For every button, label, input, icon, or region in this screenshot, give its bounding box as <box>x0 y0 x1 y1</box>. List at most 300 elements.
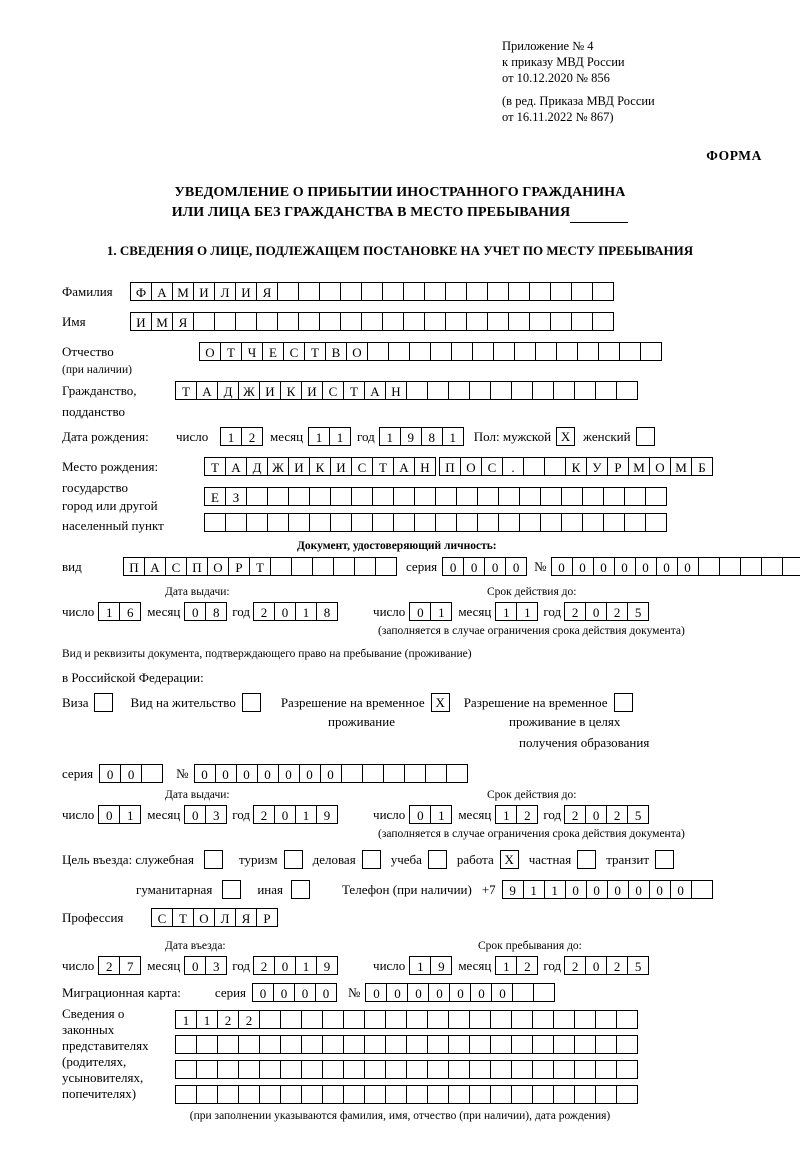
char-box[interactable]: 2 <box>606 956 628 975</box>
char-box[interactable] <box>280 1035 302 1054</box>
char-box[interactable]: 2 <box>238 1010 260 1029</box>
char-box[interactable] <box>351 487 373 506</box>
stay-issue-year-field[interactable] <box>253 805 337 824</box>
char-box[interactable] <box>456 487 478 506</box>
char-box[interactable]: К <box>565 457 587 476</box>
char-box[interactable]: 2 <box>241 427 263 446</box>
char-box[interactable] <box>362 764 384 783</box>
char-box[interactable] <box>427 381 449 400</box>
char-box[interactable] <box>319 312 341 331</box>
char-box[interactable]: Е <box>262 342 284 361</box>
surname-field[interactable] <box>130 282 613 301</box>
char-box[interactable]: 0 <box>294 983 316 1002</box>
char-box[interactable] <box>719 557 741 576</box>
char-box[interactable] <box>406 381 428 400</box>
char-box[interactable]: А <box>225 457 247 476</box>
char-box[interactable] <box>574 1060 596 1079</box>
char-box[interactable] <box>330 487 352 506</box>
char-box[interactable] <box>141 764 163 783</box>
char-box[interactable] <box>406 1060 428 1079</box>
char-box[interactable]: 0 <box>551 557 573 576</box>
char-box[interactable]: 0 <box>99 764 121 783</box>
char-box[interactable]: 1 <box>196 1010 218 1029</box>
char-box[interactable] <box>493 342 515 361</box>
char-box[interactable]: 0 <box>236 764 258 783</box>
char-box[interactable] <box>364 1010 386 1029</box>
char-box[interactable] <box>343 1060 365 1079</box>
char-box[interactable] <box>277 282 299 301</box>
valid-day-field[interactable] <box>409 602 451 621</box>
stay-series-field[interactable] <box>99 764 162 783</box>
char-box[interactable] <box>330 513 352 532</box>
name-field[interactable] <box>130 312 613 331</box>
char-box[interactable]: 5 <box>627 602 649 621</box>
char-box[interactable]: А <box>151 282 173 301</box>
birth-day-field[interactable] <box>220 427 262 446</box>
char-box[interactable]: 0 <box>299 764 321 783</box>
char-box[interactable]: Р <box>607 457 629 476</box>
char-box[interactable] <box>511 381 533 400</box>
stay-issue-month-field[interactable] <box>184 805 226 824</box>
char-box[interactable] <box>782 557 800 576</box>
char-box[interactable] <box>595 1060 617 1079</box>
char-box[interactable] <box>619 342 641 361</box>
temp-residence-checkbox[interactable]: X <box>431 693 450 712</box>
char-box[interactable] <box>235 312 257 331</box>
char-box[interactable]: 2 <box>606 805 628 824</box>
char-box[interactable] <box>298 282 320 301</box>
char-box[interactable]: 1 <box>495 805 517 824</box>
stay-end-month-field[interactable] <box>495 956 537 975</box>
char-box[interactable] <box>414 513 436 532</box>
issue-year-field[interactable] <box>253 602 337 621</box>
char-box[interactable]: 0 <box>628 880 650 899</box>
char-box[interactable]: С <box>283 342 305 361</box>
char-box[interactable] <box>277 312 299 331</box>
char-box[interactable] <box>427 1010 449 1029</box>
char-box[interactable] <box>472 342 494 361</box>
char-box[interactable] <box>574 1085 596 1104</box>
valid-year-field[interactable] <box>564 602 648 621</box>
char-box[interactable] <box>553 1035 575 1054</box>
char-box[interactable] <box>175 1060 197 1079</box>
char-box[interactable] <box>343 1010 365 1029</box>
char-box[interactable]: М <box>151 312 173 331</box>
char-box[interactable]: Л <box>214 908 236 927</box>
char-box[interactable]: 1 <box>220 427 242 446</box>
char-box[interactable]: 0 <box>257 764 279 783</box>
char-box[interactable] <box>508 282 530 301</box>
char-box[interactable]: А <box>393 457 415 476</box>
char-box[interactable]: Р <box>228 557 250 576</box>
birth-city-field-row2[interactable] <box>204 487 666 506</box>
char-box[interactable] <box>490 381 512 400</box>
char-box[interactable]: . <box>502 457 524 476</box>
char-box[interactable] <box>448 1035 470 1054</box>
char-box[interactable] <box>487 312 509 331</box>
char-box[interactable] <box>616 1035 638 1054</box>
char-box[interactable] <box>375 557 397 576</box>
char-box[interactable] <box>319 282 341 301</box>
migration-series-field[interactable] <box>252 983 336 1002</box>
char-box[interactable]: 1 <box>295 805 317 824</box>
char-box[interactable]: С <box>481 457 503 476</box>
char-box[interactable]: 0 <box>565 880 587 899</box>
char-box[interactable]: И <box>301 381 323 400</box>
char-box[interactable]: 0 <box>194 764 216 783</box>
purpose-study-checkbox[interactable] <box>428 850 447 869</box>
char-box[interactable]: Д <box>217 381 239 400</box>
char-box[interactable] <box>561 487 583 506</box>
char-box[interactable] <box>382 282 404 301</box>
char-box[interactable]: У <box>586 457 608 476</box>
char-box[interactable] <box>529 282 551 301</box>
char-box[interactable]: 9 <box>316 805 338 824</box>
char-box[interactable] <box>519 487 541 506</box>
char-box[interactable] <box>595 1010 617 1029</box>
char-box[interactable] <box>448 381 470 400</box>
char-box[interactable] <box>238 1060 260 1079</box>
char-box[interactable]: 0 <box>98 805 120 824</box>
char-box[interactable]: 1 <box>442 427 464 446</box>
profession-field[interactable] <box>151 908 277 927</box>
char-box[interactable] <box>414 487 436 506</box>
char-box[interactable]: Т <box>175 381 197 400</box>
legal-rep-field-row3[interactable] <box>175 1060 637 1079</box>
char-box[interactable] <box>351 513 373 532</box>
char-box[interactable]: Т <box>343 381 365 400</box>
char-box[interactable]: 1 <box>308 427 330 446</box>
char-box[interactable] <box>270 557 292 576</box>
char-box[interactable]: И <box>130 312 152 331</box>
char-box[interactable] <box>477 513 499 532</box>
char-box[interactable]: 1 <box>295 956 317 975</box>
legal-rep-field-row1[interactable] <box>175 1010 637 1029</box>
char-box[interactable]: Я <box>235 908 257 927</box>
birth-city-field-row1[interactable] <box>439 457 712 476</box>
char-box[interactable]: 1 <box>430 805 452 824</box>
char-box[interactable]: Т <box>304 342 326 361</box>
char-box[interactable]: Я <box>172 312 194 331</box>
char-box[interactable] <box>603 513 625 532</box>
char-box[interactable] <box>435 487 457 506</box>
char-box[interactable] <box>466 312 488 331</box>
char-box[interactable]: 8 <box>316 602 338 621</box>
char-box[interactable] <box>535 342 557 361</box>
char-box[interactable] <box>498 487 520 506</box>
char-box[interactable] <box>322 1010 344 1029</box>
char-box[interactable]: 1 <box>175 1010 197 1029</box>
char-box[interactable] <box>322 1035 344 1054</box>
char-box[interactable]: 1 <box>495 956 517 975</box>
char-box[interactable] <box>354 557 376 576</box>
char-box[interactable]: 0 <box>677 557 699 576</box>
char-box[interactable]: Е <box>204 487 226 506</box>
char-box[interactable] <box>435 513 457 532</box>
char-box[interactable] <box>403 312 425 331</box>
char-box[interactable] <box>490 1085 512 1104</box>
char-box[interactable]: 0 <box>215 764 237 783</box>
char-box[interactable]: 1 <box>98 602 120 621</box>
char-box[interactable]: Н <box>385 381 407 400</box>
char-box[interactable] <box>553 381 575 400</box>
char-box[interactable] <box>532 1010 554 1029</box>
char-box[interactable] <box>385 1085 407 1104</box>
char-box[interactable]: 8 <box>205 602 227 621</box>
char-box[interactable] <box>385 1035 407 1054</box>
char-box[interactable]: 0 <box>491 983 513 1002</box>
char-box[interactable]: 2 <box>564 602 586 621</box>
char-box[interactable] <box>550 312 572 331</box>
char-box[interactable] <box>592 282 614 301</box>
char-box[interactable] <box>256 312 278 331</box>
char-box[interactable]: 0 <box>649 880 671 899</box>
char-box[interactable]: 2 <box>253 805 275 824</box>
char-box[interactable]: 6 <box>119 602 141 621</box>
char-box[interactable] <box>383 764 405 783</box>
char-box[interactable]: 0 <box>463 557 485 576</box>
char-box[interactable]: Ж <box>267 457 289 476</box>
char-box[interactable]: П <box>439 457 461 476</box>
char-box[interactable] <box>582 513 604 532</box>
char-box[interactable] <box>430 342 452 361</box>
char-box[interactable]: Я <box>256 282 278 301</box>
char-box[interactable]: И <box>235 282 257 301</box>
char-box[interactable]: 0 <box>184 602 206 621</box>
purpose-tourism-checkbox[interactable] <box>284 850 303 869</box>
char-box[interactable] <box>259 1060 281 1079</box>
char-box[interactable]: О <box>207 557 229 576</box>
char-box[interactable]: А <box>196 381 218 400</box>
char-box[interactable]: 2 <box>98 956 120 975</box>
char-box[interactable] <box>175 1085 197 1104</box>
char-box[interactable]: 0 <box>386 983 408 1002</box>
char-box[interactable] <box>532 1085 554 1104</box>
char-box[interactable] <box>508 312 530 331</box>
char-box[interactable] <box>364 1060 386 1079</box>
char-box[interactable]: 2 <box>217 1010 239 1029</box>
char-box[interactable] <box>487 282 509 301</box>
birth-year-field[interactable] <box>379 427 463 446</box>
char-box[interactable]: 5 <box>627 805 649 824</box>
char-box[interactable]: 9 <box>430 956 452 975</box>
char-box[interactable] <box>333 557 355 576</box>
char-box[interactable] <box>544 457 566 476</box>
stay-valid-year-field[interactable] <box>564 805 648 824</box>
char-box[interactable]: 1 <box>329 427 351 446</box>
doc-series-field[interactable] <box>442 557 526 576</box>
char-box[interactable] <box>698 557 720 576</box>
char-box[interactable]: С <box>322 381 344 400</box>
char-box[interactable] <box>343 1085 365 1104</box>
char-box[interactable] <box>511 1060 533 1079</box>
char-box[interactable] <box>571 312 593 331</box>
char-box[interactable]: 0 <box>409 602 431 621</box>
char-box[interactable]: О <box>346 342 368 361</box>
char-box[interactable] <box>322 1060 344 1079</box>
char-box[interactable]: 0 <box>184 805 206 824</box>
char-box[interactable] <box>340 282 362 301</box>
char-box[interactable] <box>624 513 646 532</box>
char-box[interactable] <box>288 513 310 532</box>
legal-rep-field-row2[interactable] <box>175 1035 637 1054</box>
char-box[interactable]: Т <box>249 557 271 576</box>
char-box[interactable]: 5 <box>627 956 649 975</box>
char-box[interactable] <box>448 1085 470 1104</box>
char-box[interactable] <box>259 1035 281 1054</box>
char-box[interactable]: Т <box>204 457 226 476</box>
char-box[interactable]: 0 <box>274 956 296 975</box>
char-box[interactable] <box>469 1060 491 1079</box>
char-box[interactable] <box>403 282 425 301</box>
char-box[interactable] <box>322 1085 344 1104</box>
char-box[interactable] <box>498 513 520 532</box>
char-box[interactable] <box>561 513 583 532</box>
char-box[interactable] <box>466 282 488 301</box>
char-box[interactable]: 2 <box>516 805 538 824</box>
char-box[interactable] <box>280 1060 302 1079</box>
legal-rep-field-row4[interactable] <box>175 1085 637 1104</box>
char-box[interactable] <box>532 1035 554 1054</box>
char-box[interactable] <box>225 513 247 532</box>
char-box[interactable]: Т <box>172 908 194 927</box>
char-box[interactable] <box>477 487 499 506</box>
char-box[interactable] <box>425 764 447 783</box>
char-box[interactable] <box>246 487 268 506</box>
char-box[interactable] <box>603 487 625 506</box>
char-box[interactable] <box>388 342 410 361</box>
char-box[interactable] <box>571 282 593 301</box>
char-box[interactable] <box>511 1010 533 1029</box>
char-box[interactable]: 8 <box>421 427 443 446</box>
purpose-humanitarian-checkbox[interactable] <box>222 880 241 899</box>
entry-month-field[interactable] <box>184 956 226 975</box>
char-box[interactable] <box>312 557 334 576</box>
char-box[interactable] <box>238 1085 260 1104</box>
char-box[interactable]: 0 <box>505 557 527 576</box>
char-box[interactable] <box>196 1035 218 1054</box>
char-box[interactable] <box>196 1085 218 1104</box>
char-box[interactable] <box>490 1035 512 1054</box>
char-box[interactable]: 0 <box>614 557 636 576</box>
char-box[interactable] <box>511 1035 533 1054</box>
char-box[interactable]: 0 <box>252 983 274 1002</box>
char-box[interactable]: О <box>199 342 221 361</box>
char-box[interactable]: П <box>186 557 208 576</box>
char-box[interactable] <box>456 513 478 532</box>
doc-kind-field[interactable] <box>123 557 396 576</box>
char-box[interactable] <box>217 1085 239 1104</box>
sex-female-checkbox[interactable] <box>636 427 655 446</box>
char-box[interactable] <box>409 342 431 361</box>
char-box[interactable] <box>616 1085 638 1104</box>
char-box[interactable] <box>445 282 467 301</box>
char-box[interactable] <box>469 1035 491 1054</box>
char-box[interactable] <box>582 487 604 506</box>
char-box[interactable] <box>175 1035 197 1054</box>
char-box[interactable] <box>393 487 415 506</box>
char-box[interactable]: 0 <box>365 983 387 1002</box>
char-box[interactable] <box>595 1085 617 1104</box>
char-box[interactable] <box>372 487 394 506</box>
char-box[interactable] <box>204 513 226 532</box>
char-box[interactable]: 2 <box>253 602 275 621</box>
char-box[interactable] <box>574 381 596 400</box>
sex-male-checkbox[interactable]: X <box>556 427 575 446</box>
char-box[interactable] <box>280 1085 302 1104</box>
char-box[interactable]: 0 <box>274 805 296 824</box>
char-box[interactable]: 1 <box>495 602 517 621</box>
char-box[interactable] <box>291 557 313 576</box>
char-box[interactable] <box>427 1085 449 1104</box>
char-box[interactable] <box>382 312 404 331</box>
char-box[interactable] <box>301 1085 323 1104</box>
char-box[interactable]: 0 <box>670 880 692 899</box>
char-box[interactable] <box>385 1060 407 1079</box>
char-box[interactable] <box>645 513 667 532</box>
char-box[interactable] <box>448 1010 470 1029</box>
char-box[interactable] <box>740 557 762 576</box>
char-box[interactable]: К <box>280 381 302 400</box>
char-box[interactable] <box>372 513 394 532</box>
char-box[interactable]: 1 <box>430 602 452 621</box>
char-box[interactable] <box>592 312 614 331</box>
char-box[interactable]: 0 <box>656 557 678 576</box>
char-box[interactable]: 1 <box>119 805 141 824</box>
char-box[interactable] <box>424 282 446 301</box>
char-box[interactable] <box>761 557 783 576</box>
char-box[interactable]: 0 <box>586 880 608 899</box>
char-box[interactable]: 2 <box>253 956 275 975</box>
entry-year-field[interactable] <box>253 956 337 975</box>
char-box[interactable] <box>550 282 572 301</box>
char-box[interactable] <box>406 1085 428 1104</box>
char-box[interactable]: 9 <box>502 880 524 899</box>
stay-end-day-field[interactable] <box>409 956 451 975</box>
char-box[interactable] <box>298 312 320 331</box>
char-box[interactable] <box>691 880 713 899</box>
birth-state-field[interactable] <box>204 457 435 476</box>
char-box[interactable]: И <box>259 381 281 400</box>
phone-field[interactable] <box>502 880 712 899</box>
char-box[interactable] <box>616 1010 638 1029</box>
char-box[interactable] <box>267 487 289 506</box>
char-box[interactable] <box>523 457 545 476</box>
char-box[interactable] <box>553 1010 575 1029</box>
char-box[interactable] <box>540 487 562 506</box>
char-box[interactable]: 1 <box>295 602 317 621</box>
char-box[interactable] <box>512 983 534 1002</box>
char-box[interactable]: Ч <box>241 342 263 361</box>
char-box[interactable]: 9 <box>316 956 338 975</box>
migration-number-field[interactable] <box>365 983 554 1002</box>
purpose-official-checkbox[interactable] <box>204 850 223 869</box>
stay-valid-day-field[interactable] <box>409 805 451 824</box>
stay-end-year-field[interactable] <box>564 956 648 975</box>
char-box[interactable] <box>364 1035 386 1054</box>
char-box[interactable] <box>427 1060 449 1079</box>
char-box[interactable]: 0 <box>120 764 142 783</box>
char-box[interactable]: Т <box>220 342 242 361</box>
char-box[interactable]: 1 <box>523 880 545 899</box>
char-box[interactable] <box>553 1060 575 1079</box>
char-box[interactable]: О <box>460 457 482 476</box>
char-box[interactable] <box>361 312 383 331</box>
char-box[interactable]: 0 <box>274 602 296 621</box>
char-box[interactable] <box>511 1085 533 1104</box>
char-box[interactable] <box>616 1060 638 1079</box>
char-box[interactable]: 0 <box>278 764 300 783</box>
